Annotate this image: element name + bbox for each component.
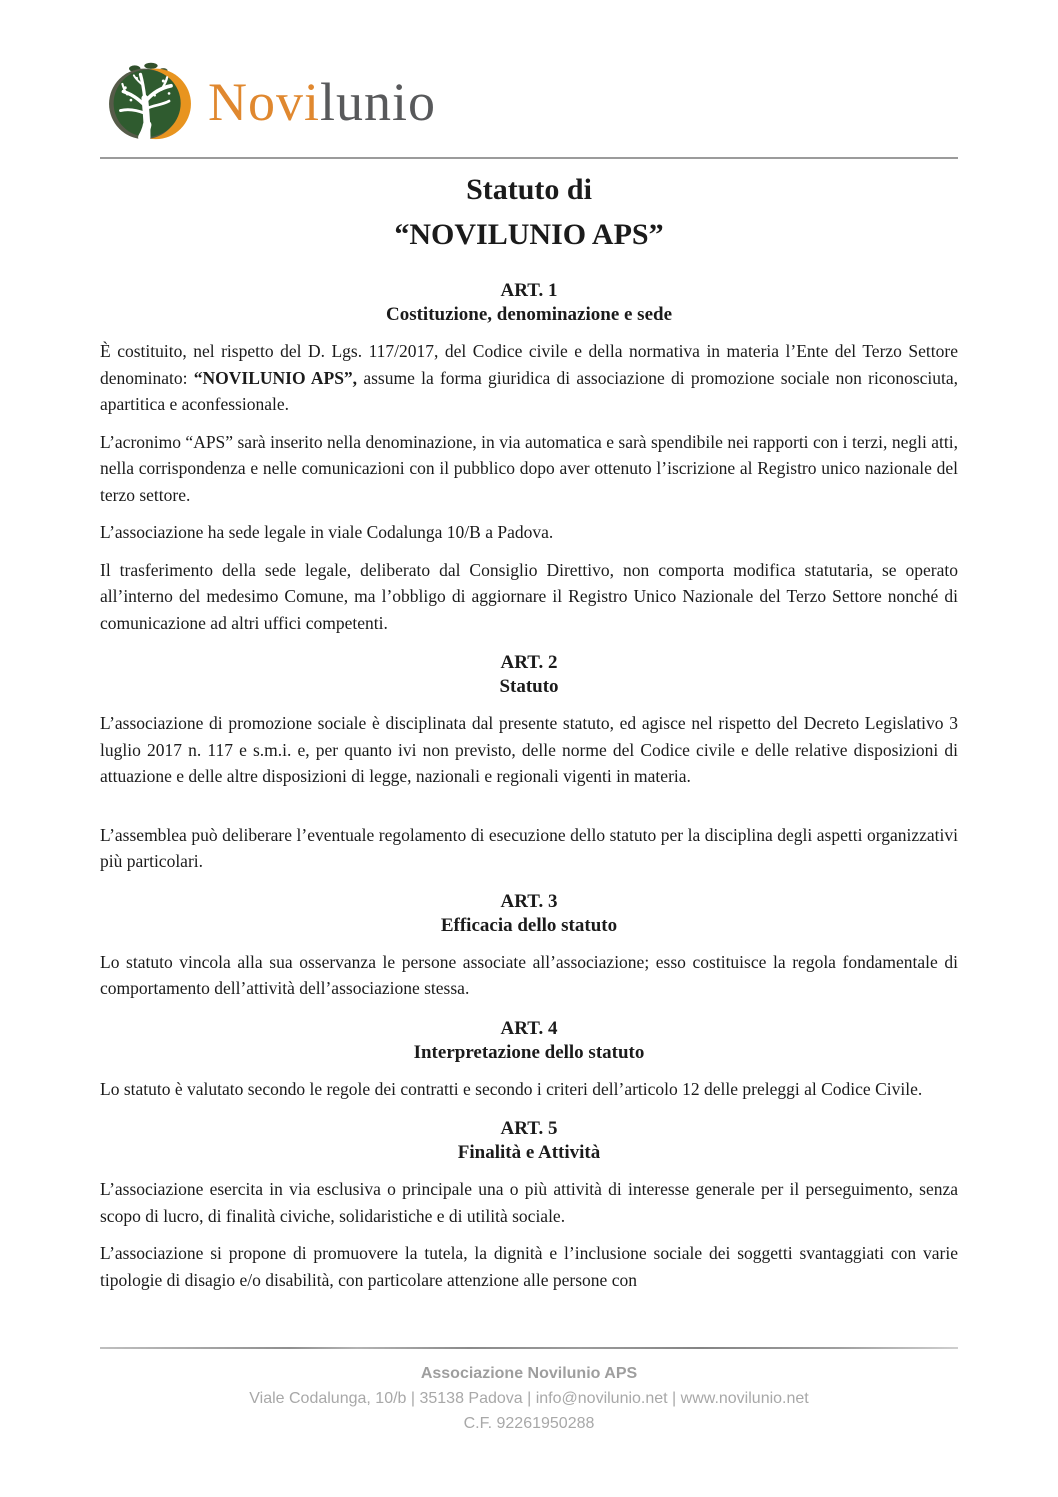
text-run: L’acronimo “APS” sarà inserito nella denominazione, in via automatica e sarà spendibile nei rapporti con i terzi, negli atti, nella corrispondenza e nelle comunicazioni con il pubblico dopo aver ottenuto l’iscrizione al Registro unico nazionale del terzo settore. bbox=[100, 431, 958, 505]
article-paragraph bbox=[100, 949, 958, 1002]
text-run: Il trasferimento della sede legale, deliberato dal Consiglio Direttivo, non comporta modifica statutaria, se operato all’interno del medesimo Comune, ma l’obbligo di aggiornare il Registro Unico Nazionale del Terzo Settore nonché di comunicazione ad altri uffici competenti. bbox=[100, 559, 958, 633]
article-subtitle: Finalità e Attività bbox=[457, 1142, 601, 1163]
text-run: Lo statuto vincola alla sua osservanza le persone associate all’associazione; esso costituisce la regola fondamentale di comportamento dell’attività dell’associazione stessa. bbox=[100, 951, 958, 998]
article-paragraph bbox=[100, 557, 958, 637]
article-subtitle: Interpretazione dello statuto bbox=[413, 1041, 645, 1063]
footer-divider bbox=[100, 1347, 958, 1349]
title-line-2: “NOVILUNIO APS” bbox=[394, 218, 664, 251]
article-paragraph bbox=[100, 1240, 958, 1293]
article-section bbox=[100, 651, 958, 875]
article-section bbox=[100, 890, 958, 1002]
text-run: L’associazione ha sede legale in viale Codalunga 10/B a Padova. bbox=[100, 522, 554, 542]
article-number: ART. 1 bbox=[500, 280, 558, 301]
article-paragraph bbox=[100, 519, 958, 546]
article-paragraph bbox=[100, 822, 958, 875]
footer-contact-line: Viale Codalunga, 10/b | 35138 Padova | info@novilunio.net | www.novilunio.net bbox=[249, 1390, 809, 1407]
footer-fiscal-code: C.F. 92261950288 bbox=[463, 1415, 595, 1432]
article-number: ART. 4 bbox=[500, 1017, 558, 1039]
text-run: L’associazione di promozione sociale è disciplinata dal presente statuto, ed agisce nel rispetto del Decreto Legislativo 3 luglio 2017 n. 117 e s.m.i. e, per quanto ivi non previsto, delle norme del Codice civile e delle relative disposizioni di attuazione e delle altre disposizioni di legge, nazionali e regionali vigenti in materia. bbox=[100, 713, 958, 786]
text-run: L’assemblea può deliberare l’eventuale regolamento di esecuzione dello statuto per la disciplina degli aspetti organizzativi più particolari. bbox=[100, 824, 958, 871]
title-line-1: Statuto di bbox=[466, 173, 592, 206]
brand-wordmark-gray: lunio bbox=[320, 71, 437, 132]
article-subtitle: Statuto bbox=[499, 676, 559, 697]
text-run: L’associazione esercita in via esclusiva o principale una o più attività di interesse generale per il perseguimento, senza scopo di lucro, di finalità civiche, solidaristiche e di utilità sociale. bbox=[100, 1179, 958, 1226]
footer-org-name: Associazione Novilunio APS bbox=[420, 1365, 638, 1382]
articles bbox=[100, 279, 958, 1293]
article-paragraph bbox=[100, 429, 958, 509]
article-section bbox=[100, 1017, 958, 1103]
text-run: È costituito, nel rispetto del D. Lgs. 117/2017, del Codice civile e della normativa in materia l’Ente del Terzo Settore denominato: bbox=[100, 341, 958, 388]
header-divider bbox=[100, 157, 958, 159]
text-run: assume la forma giuridica di associazione di promozione sociale non riconosciuta, apartitica e aconfessionale. bbox=[100, 367, 959, 414]
article-paragraph bbox=[100, 1176, 958, 1229]
article-paragraph bbox=[100, 1076, 958, 1103]
article-number: ART. 2 bbox=[500, 652, 558, 673]
article-number: ART. 3 bbox=[500, 890, 558, 912]
text-run: L’associazione si propone di promuovere la tutela, la dignità e l’inclusione sociale dei soggetti svantaggiati con varie tipologie di disagio e/o disabilità, con particolare attenzione alle persone con bbox=[100, 1243, 958, 1290]
page-footer bbox=[100, 1347, 958, 1436]
article-subtitle: Costituzione, denominazione e sede bbox=[385, 304, 673, 325]
bold-text: “NOVILUNIO APS”, bbox=[193, 367, 358, 388]
article-paragraph bbox=[100, 338, 958, 418]
text-run: Lo statuto è valutato secondo le regole dei contratti e secondo i criteri dell’articolo 12 delle preleggi al Codice Civile. bbox=[100, 1078, 923, 1099]
tree-moon-logo-icon bbox=[108, 62, 192, 147]
article-section bbox=[100, 1117, 958, 1293]
article-subtitle: Efficacia dello statuto bbox=[440, 914, 618, 936]
document-title bbox=[100, 167, 958, 257]
article-section bbox=[100, 279, 958, 636]
article-number: ART. 5 bbox=[500, 1118, 558, 1139]
brand-wordmark bbox=[208, 71, 437, 135]
page-header bbox=[108, 0, 958, 147]
brand-wordmark-orange: Novi bbox=[208, 71, 320, 132]
article-paragraph bbox=[100, 710, 958, 790]
